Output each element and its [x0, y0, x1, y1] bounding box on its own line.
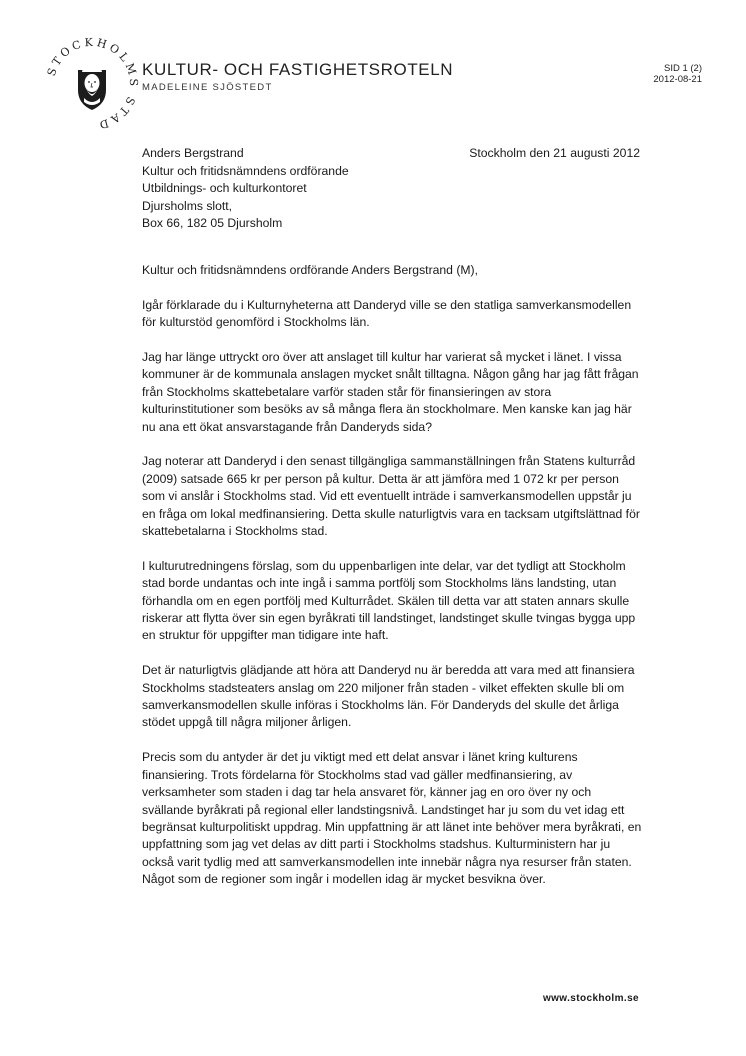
paragraph: Igår förklarade du i Kulturnyheterna att Danderyd ville se den statliga samverkansmodellen för kulturstöd genomförd i Stockholms län. — [142, 297, 632, 330]
recipient-line: Kultur och fritidsnämndens ordförande — [142, 163, 349, 178]
recipient-line: Box 66, 182 05 Djursholm — [142, 216, 283, 230]
recipient-line: Utbildnings- och kulturkontoret — [142, 181, 307, 195]
recipient-line: Anders Bergstrand — [142, 146, 244, 160]
recipient-line: Djursholms slott, — [142, 198, 233, 213]
paragraph: Precis som du antyder är det ju viktigt med ett delat ansvar i länet kring kulturens finansiering. Trots fördelarna för Stockholms stad vad gäller medfinansiering, av verksamheter som staden i dag tar hela ansvaret för, känner jag en oro över ny och svällande byråkrati på regional eller landstingsnivå. Landstinget har ju som du vet idag ett begränsat kulturpolitiskt uppdrag. Min uppfattning är att länet inte behöver mera byråkrati, en uppfattning som jag vet delas av ditt parti i Stockholms stadshus. Kulturministern har ju också varit tydlig med att samverkansmodellen inte innebär några nya resurser från staten. Något som de regioner som ingår i modellen idag är mycket besvikna över. — [142, 750, 642, 887]
seal-ring-text: STOCKHOLMS STAD — [44, 36, 140, 132]
page-number: SID 1 (2) — [663, 63, 702, 74]
author-name: MADELEINE SJÖSTEDT — [142, 82, 273, 93]
crowned-saint-erik-head-icon — [44, 36, 140, 132]
department-title: KULTUR- OCH FASTIGHETSROTELN — [142, 60, 454, 79]
paragraph: Jag noterar att Danderyd i den senast tillgängliga sammanställningen från Statens kulturråd (2009) satsade 665 kr per person på kultur. Detta är att jämföra med 1 072 kr per person som vi anslår i Stockholms stad. Vid ett eventuellt inträde i samverkansmodellen uppstår ju en fråga om lokal medfinansiering. Detta skulle naturligtvis vara en tacksam utgiftslättnad för skattebetalarna i Stockholms stad. — [142, 454, 640, 539]
paragraph: Det är naturligtvis glädjande att höra att Danderyd nu är beredda att vara med att finansiera Stockholms stadsteaters anslag om 220 miljoner från staden - vilket effekten skulle bli om samverkansmodellen skulle införas i Stockholms län. För Danderyds del skulle det årliga stödet uppgå till några miljoner årligen. — [142, 663, 635, 730]
letter-body — [142, 262, 642, 906]
page-meta — [653, 63, 702, 85]
document-date: 2012-08-21 — [653, 74, 702, 85]
recipient-address — [142, 145, 349, 233]
place-and-date: Stockholm den 21 augusti 2012 — [469, 146, 640, 160]
paragraph: Jag har länge uttryckt oro över att anslaget till kultur har varierat så mycket i länet. I vissa kommuner är de kommunala anslagen mycket snålt tilltagna. Någon gång har jag fått frågan från Stockholms skattebetalare varför staden står för finansieringen av stora kulturinstitutioner som besöks av så många flera än stockholmare. Men kanske kan jag här nu ana ett ökat ansvarstagande från Danderyds sida? — [142, 350, 639, 434]
salutation: Kultur och fritidsnämndens ordförande Anders Bergstrand (M), — [142, 263, 479, 277]
paragraph: I kulturutredningens förslag, som du uppenbarligen inte delar, var det tydligt att Stockholm stad borde undantas och inte ingå i samma portfölj som Stockholms läns landsting, utan förhandla om en egen portfölj med Kulturrådet. Skälen till detta var att staten annars skulle riskerar att flytta över sin egen byråkrati till landstinget, landstinget skulle tvingas bygga upp en struktur för uppgifter man tidigare inte haft. — [142, 558, 636, 643]
website-link[interactable]: www.stockholm.se — [542, 993, 639, 1004]
stockholms-stad-seal — [44, 36, 140, 132]
